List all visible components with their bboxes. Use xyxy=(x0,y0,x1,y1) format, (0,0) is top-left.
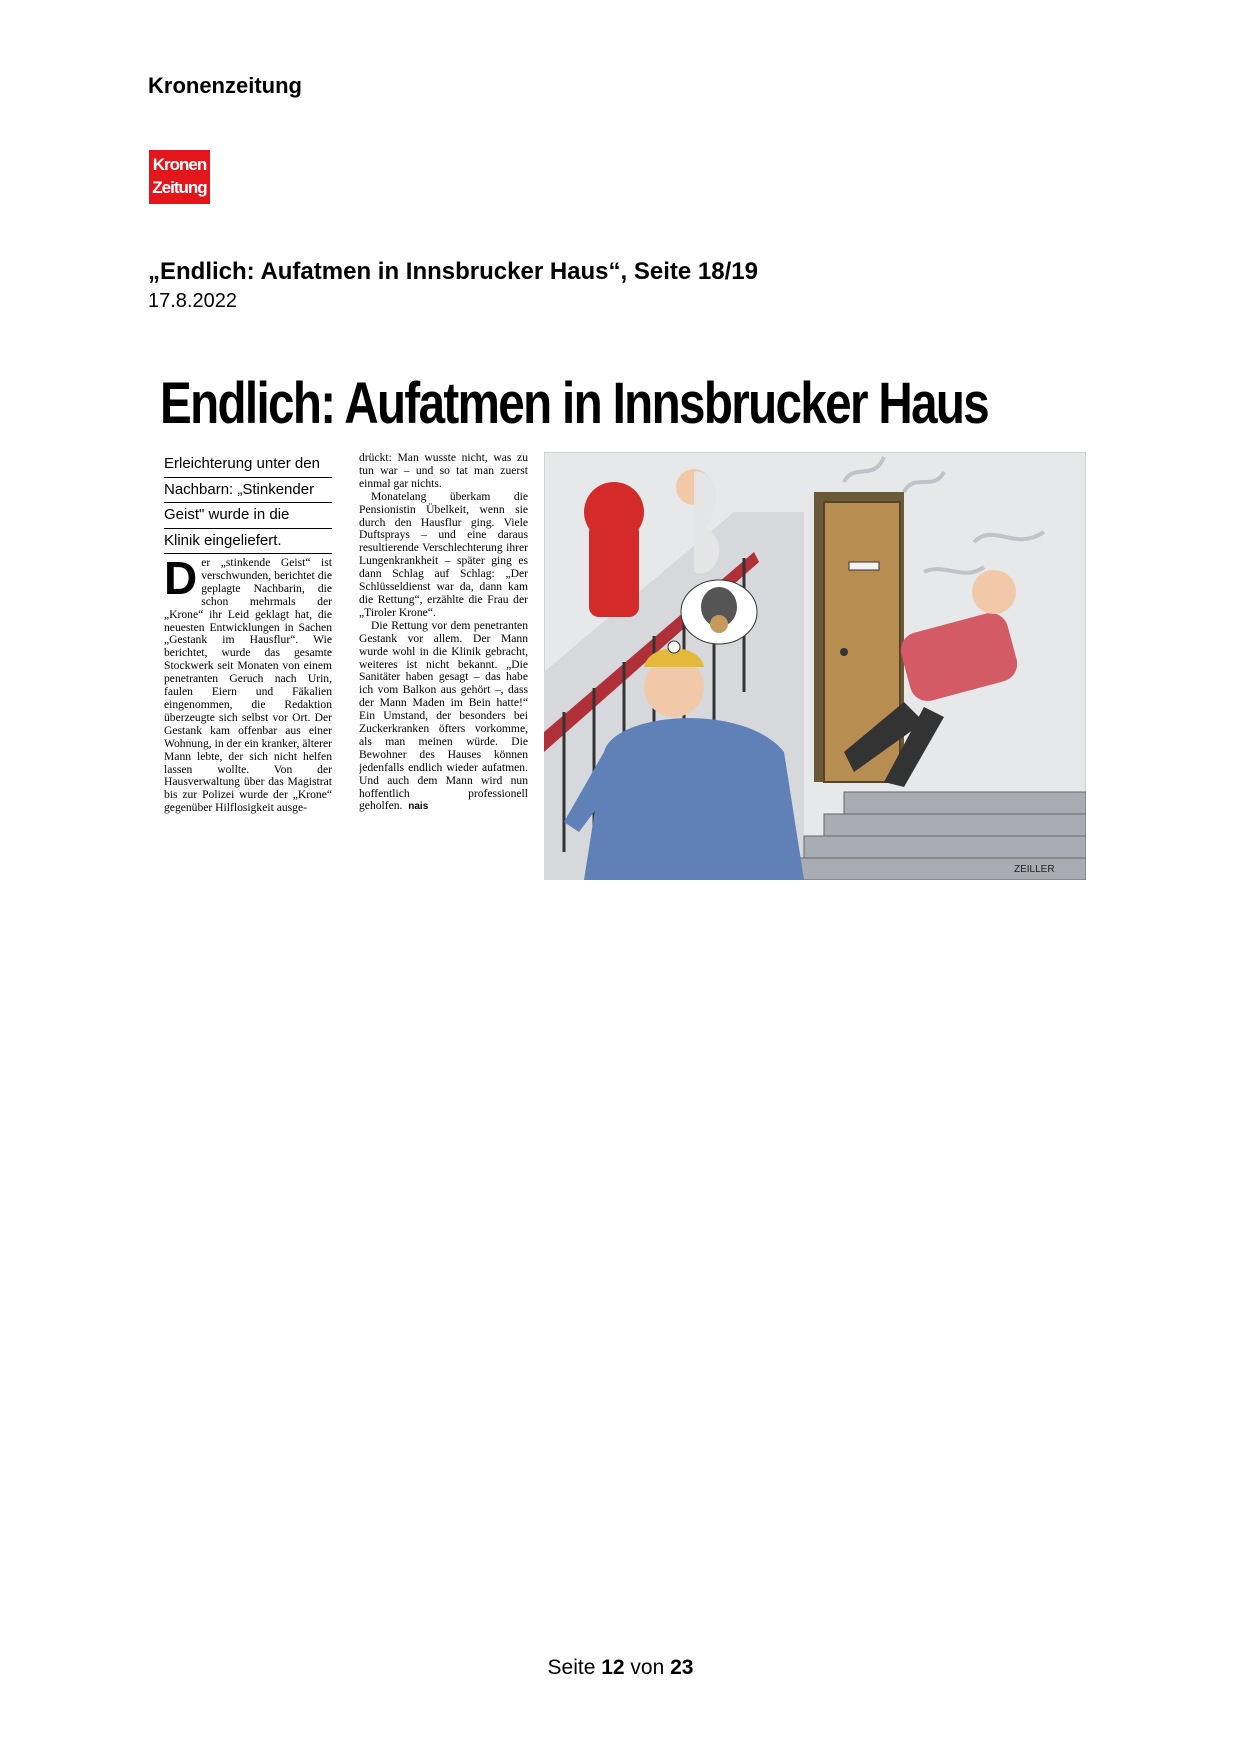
source-name: Kronenzeitung xyxy=(148,73,302,98)
document-date: 17.8.2022 xyxy=(148,290,237,312)
newspaper-clipping xyxy=(160,372,1088,882)
column-2-paragraph: drückt: Man wusste nicht, was zu tun war – und so tat man zuerst einmal gar nichts. xyxy=(359,452,528,490)
subtitle-line: Erleichterung unter den xyxy=(164,452,332,478)
footer-prefix: Seite xyxy=(547,1656,602,1679)
column-2-paragraph: Monatelang überkam die Pensionistin Übelkeit, wenn sie durch den Hausflur ging. Viele Duftsprays – und eine daraus resultierende Verschlechterung ihrer Lungenkrankheit – später ging es dann Schlag auf Schlag: „Der Schlüsseldienst war da, dann kam die Rettung“, erzählte die Frau der „Tiroler Krone“. xyxy=(359,489,528,619)
article-column-2 xyxy=(359,452,528,882)
column-1-text: er „stinkende Geist“ ist verschwunden, berichtet die geplagte Nachbarin, die schon mehrmals der „Krone“ ihr Leid geklagt hat, die neuesten Entwicklungen in Sachen „Gestank im Hausflur“. Wie berichtet, wurde das gesamte Stockwerk seit Monaten von einem penetranten Geruch nach Urin, faulen Eiern und Fäkalien eingenommen, die Redaktion überzeugte sich selbst vor Ort. Der Gestank kam offenbar aus einer Wohnung, in der ein kranker, älterer Mann lebte, der sich nicht helfen lassen wollte. Von der Hausverwaltung über das Magistrat bis zur Polizei wurde der „Krone“ gegenüber Hilflosigkeit ausge- xyxy=(164,557,332,815)
author-signature: nais xyxy=(408,801,429,813)
column-2-paragraph-text: Die Rettung vor dem penetranten Gestank vor allem. Der Mann wurde wohl in die Klinik gebracht, weiteres ist nicht bekannt. „Die Sanitäter haben gesagt – das habe ich vom Balkon aus gehört –, dass der Mann Maden im Bein hatte!“ Ein Umstand, der besonders bei Zuckerkranken öfters vorkomme, als man meinen würde. Die Bewohner des Hauses können jedenfalls endlich wieder aufatmen. Und auch dem Mann wird nun hoffentlich professionell geholfen. xyxy=(359,618,528,813)
column-2-paragraph xyxy=(359,620,528,815)
subtitle-line: Klinik eingeliefert. xyxy=(164,529,332,555)
logo-line-1: Kronen xyxy=(152,155,207,174)
page-footer xyxy=(0,1656,1241,1680)
article-column-1 xyxy=(164,557,332,882)
logo-line-2: Zeitung xyxy=(152,178,207,197)
total-page-count: 23 xyxy=(670,1656,694,1679)
document-title: „Endlich: Aufatmen in Innsbrucker Haus“, Seite 18/19 xyxy=(148,258,758,285)
kronen-zeitung-logo xyxy=(149,150,210,204)
drop-cap: D xyxy=(164,557,198,604)
subtitle-line: Geist" wurde in die xyxy=(164,503,332,529)
current-page-number: 12 xyxy=(601,1656,625,1679)
subtitle-line: Nachbarn: „Stinkender xyxy=(164,478,332,504)
article-headline: Endlich: Aufatmen in Innsbrucker Haus xyxy=(160,371,989,436)
cartoon-illustration xyxy=(544,452,1086,880)
cartoon-signature: ZEILLER xyxy=(1014,864,1055,875)
footer-middle: von xyxy=(624,1656,671,1679)
article-subtitle xyxy=(164,452,332,554)
